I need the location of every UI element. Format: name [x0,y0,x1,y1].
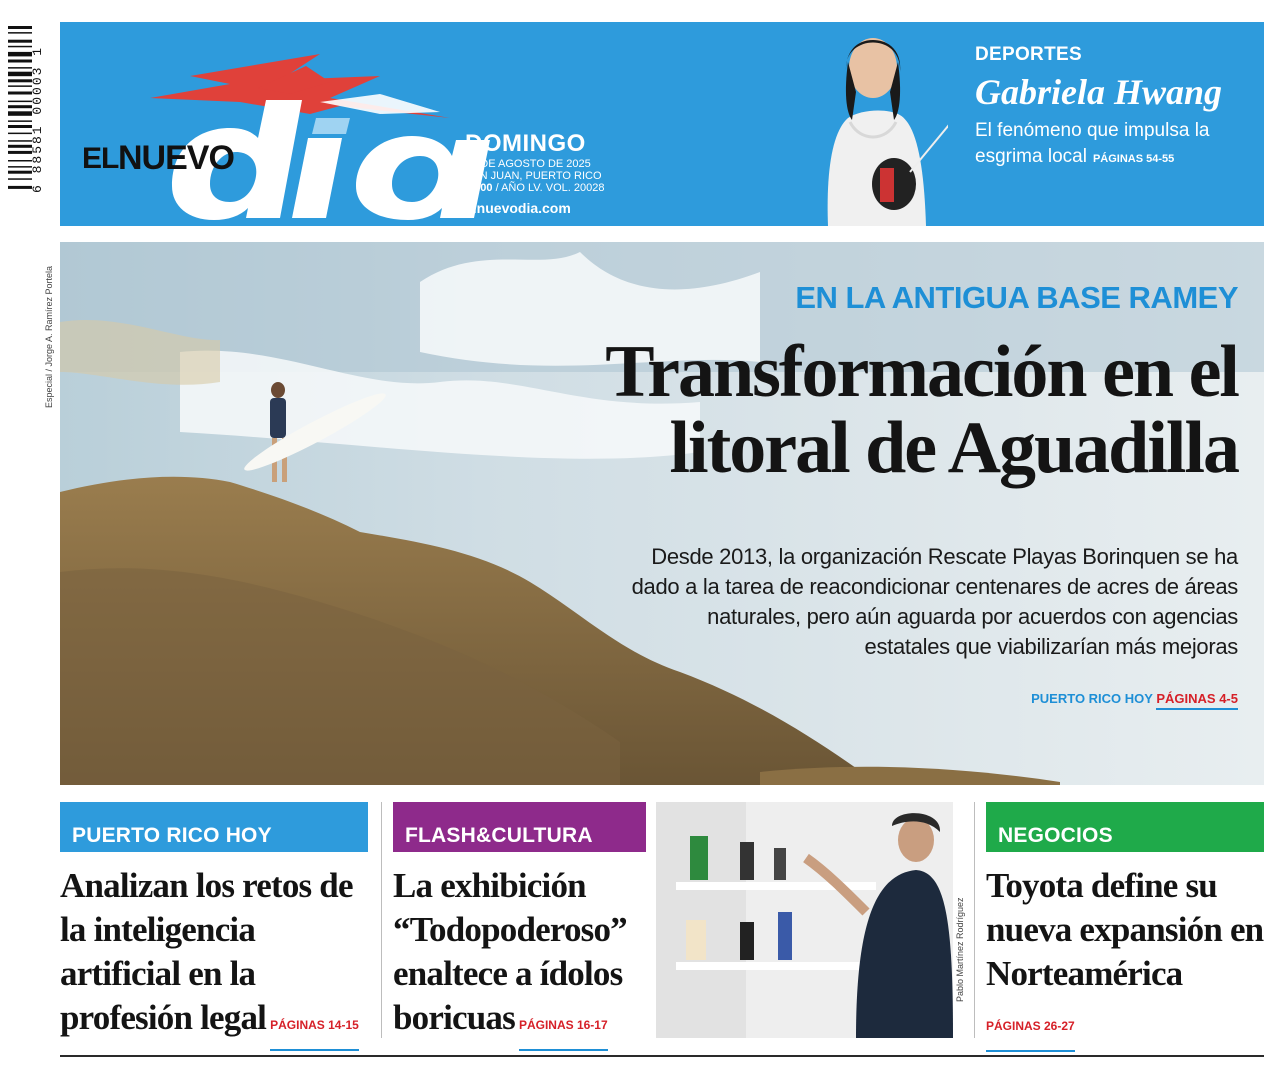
edition-day: DOMINGO [465,130,586,157]
sports-pages: PÁGINAS 54-55 [1092,153,1175,165]
story-puerto-rico-hoy[interactable] [60,802,368,1042]
logo-nuevo: NUEVO [118,139,234,177]
section-label-puerto-rico-hoy: PUERTO RICO HOY [60,802,368,852]
edition-info [465,130,604,216]
sports-desc-text: El fenómeno que impulsa la esgrima local [975,120,1210,167]
hero-kicker: EN LA ANTIGUA BASE RAMEY [795,280,1238,315]
edition-price-line [465,182,604,194]
edition-date: 31 DE AGOSTO DE 2025 [465,158,591,170]
logo-el: EL [82,142,119,175]
sports-teaser[interactable] [975,44,1245,172]
headline-text: La exhibición “Todopoderoso” enaltece a ídolos boricuas [393,866,627,1037]
el-nuevo-dia-logo[interactable] [80,36,500,226]
bottom-rule [60,1055,1264,1057]
sports-section-label: DEPORTES [975,44,1082,65]
sports-athlete-name: Gabriela Hwang [975,72,1223,112]
headline-puerto-rico-hoy[interactable] [60,852,368,1051]
section-label-flash-cultura: FLASH&CULTURA [393,802,646,852]
flash-cultura-photo[interactable] [656,802,953,1038]
section-label-negocios: NEGOCIOS [986,802,1264,852]
hero-page-reference[interactable] [1031,691,1238,706]
hero-section: PUERTO RICO HOY [1031,691,1153,706]
pages-negocios: PÁGINAS 26-27 [986,1004,1075,1052]
story-flash-cultura[interactable] [393,802,649,1042]
edition-city: SAN JUAN, PUERTO RICO [465,170,602,182]
masthead [60,22,1264,226]
exhibition-photo [656,802,953,1038]
column-divider [381,802,382,1038]
headline-text: Analizan los retos de la inteligencia artificial en la profesión legal [60,866,353,1037]
pages-puerto-rico-hoy: PÁGINAS 14-15 [270,1003,359,1051]
barcode-digits: 6 88581 00003 1 [30,45,45,193]
hero-headline[interactable]: Transformación en el litoral de Aguadilla [605,331,1238,489]
hero-pages: PÁGINAS 4-5 [1156,691,1238,710]
headline-negocios[interactable] [986,852,1264,1052]
athlete-photo[interactable] [798,22,948,226]
headline-flash-cultura[interactable] [393,852,649,1051]
hero-story[interactable] [60,242,1264,785]
flash-photo-credit: Pablo Martínez Rodríguez [955,897,965,1002]
edition-price: $2.00 [465,182,493,194]
story-negocios[interactable] [986,802,1264,1042]
headline-text: Toyota define su nueva expansión en Norteamérica [986,866,1264,993]
sports-description [975,118,1245,172]
column-divider [974,802,975,1038]
pages-flash-cultura: PÁGINAS 16-17 [519,1003,608,1051]
hero-summary: Desde 2013, la organización Rescate Playas Borinquen se ha dado a la tarea de reacondicionar centenares de acres de áreas naturales, pero aún aguarda por acuerdos con agencias estatales que viabilizarían más mejoras [631,544,1238,659]
website-link[interactable]: elnuevodia.com [465,200,571,216]
hero-photo-credit: Especial / Jorge A. Ramírez Portela [44,265,54,408]
edition-volume: / AÑO LV. VOL. 20028 [495,182,605,194]
